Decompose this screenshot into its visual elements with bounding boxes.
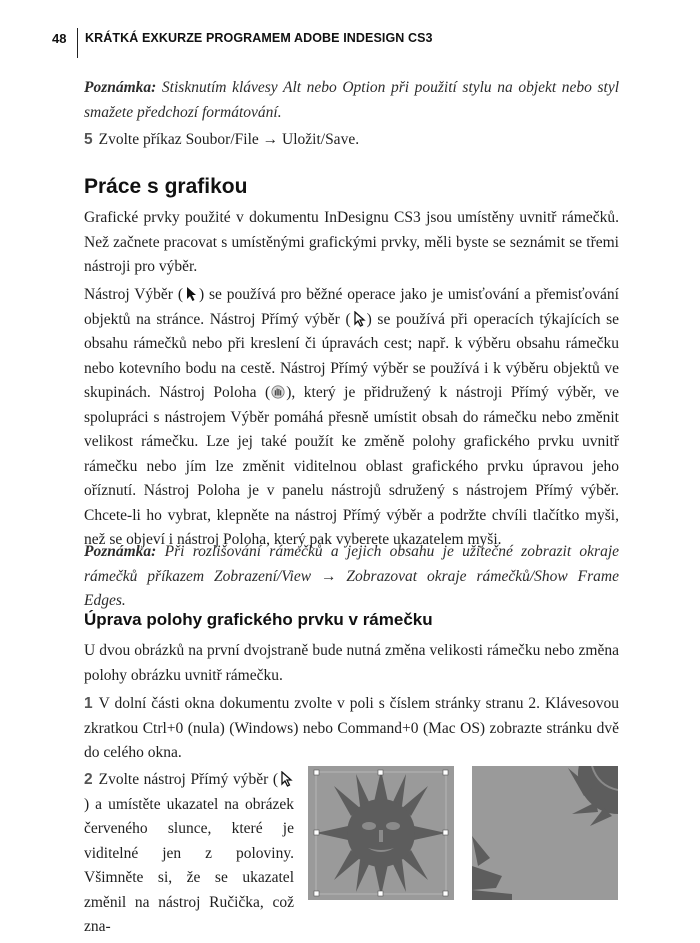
- position-hand-icon: [271, 384, 285, 400]
- note-alt-option: [84, 76, 619, 125]
- note-label: Poznámka:: [84, 79, 157, 96]
- step-number: 5: [84, 131, 93, 148]
- sun-illustration: [308, 766, 454, 900]
- step-5: [84, 128, 619, 153]
- step-number: 2: [84, 771, 93, 788]
- header-divider: [77, 28, 78, 58]
- paragraph-two-images: U dvou obrázků na první dvojstraně bude nutná změna velikosti rámečku nebo změna polohy obrázku uvnitř rámečku.: [84, 642, 619, 684]
- note-text: Stisknutím klávesy Alt nebo Option při použití stylu na objekt nebo styl smažete předchozí formátování.: [84, 79, 620, 121]
- paragraph-tools: [84, 283, 619, 553]
- sun-graphic-figure: [308, 766, 454, 900]
- section-heading-graphics: Práce s grafikou: [84, 175, 248, 198]
- running-title: KRÁTKÁ EXKURZE PROGRAMEM ADOBE INDESIGN CS3: [85, 31, 433, 45]
- note-label: Poznámka:: [84, 543, 157, 560]
- cropped-sun-illustration: [472, 766, 618, 900]
- direct-selection-arrow-icon: [352, 311, 366, 327]
- step-1: [84, 692, 619, 766]
- text-run: Nástroj Výběr (: [84, 286, 183, 303]
- text-run: ) se používá pro běžné operace jako je umisťování a přemisťování objektů na stránce. Nástroj Přímý výběr (: [84, 286, 619, 328]
- text-run: Zvolte nástroj Přímý výběr (: [98, 771, 278, 788]
- note-frame-edges: [84, 540, 619, 614]
- note-text: Při rozlišování rámečků a jejich obsahu je užitečné zobrazit okraje rámečků příkazem Zobrazení/View → Zobrazovat okraje rámečků/Show Frame Edges.: [84, 543, 620, 609]
- paragraph-intro: Grafické prvky použité v dokumentu InDesignu CS3 jsou umístěny uvnitř rámečků. Než začnete pracovat s umístěnými grafickými prvky, měli byste se seznámit se třemi nástroji pro výběr.: [84, 209, 619, 275]
- selection-arrow-icon: [184, 286, 198, 302]
- section-heading-reposition: Úprava polohy grafického prvku v rámečku: [84, 610, 433, 629]
- step-text: Zvolte příkaz Soubor/File → Uložit/Save.: [98, 131, 360, 148]
- page-number: 48: [52, 31, 67, 46]
- text-run: ), který je přidružený k nástroji Přímý výběr, ve spolupráci s nástrojem Výběr pomáhá přesně umístit obsah do rámečku nebo změnit velikost rámečku. Lze jej také použít ke změně polohy grafického prvku uvnitř rámečku nebo jím lze změnit viditelnou oblast grafického prvku úpravou jeho oříznutí. Nástroj Poloha je v panelu nástrojů sdružený s nástrojem Přímý výběr. Chcete-li ho vybrat, klepněte na nástroj Přímý výběr a podržte chvíli tlačítko myši, než se objeví i nástroj Poloha, který pak vyberete ukazatelem myši.: [84, 384, 619, 548]
- cropped-sun-figure: [472, 766, 618, 900]
- text-run: ) a umístěte ukazatel na obrázek červeného slunce, které je viditelné jen z poloviny. Všimněte si, že se ukazatel změnil na nástroj Ručička, což zna-: [84, 795, 294, 935]
- text-run: ) se používá při operacích týkajících se obsahu rámečků nebo při kreslení či úpravách cest; např. k výběru obsahu rámečku nebo kotevního bodu na cestě. Nástroj Přímý výběr se používá i k výběru objektů ve skupinách. Nástroj Poloha (: [84, 310, 619, 401]
- direct-selection-arrow-icon: [279, 771, 293, 787]
- step-text: V dolní části okna dokumentu zvolte v poli s číslem stránky stranu 2. Klávesovou zkratkou Ctrl+0 (nula) (Windows) nebo Command+0 (Mac OS) zobrazte stránku dvě do celého okna.: [84, 695, 619, 761]
- step-number: 1: [84, 695, 93, 712]
- step-2: [84, 768, 294, 940]
